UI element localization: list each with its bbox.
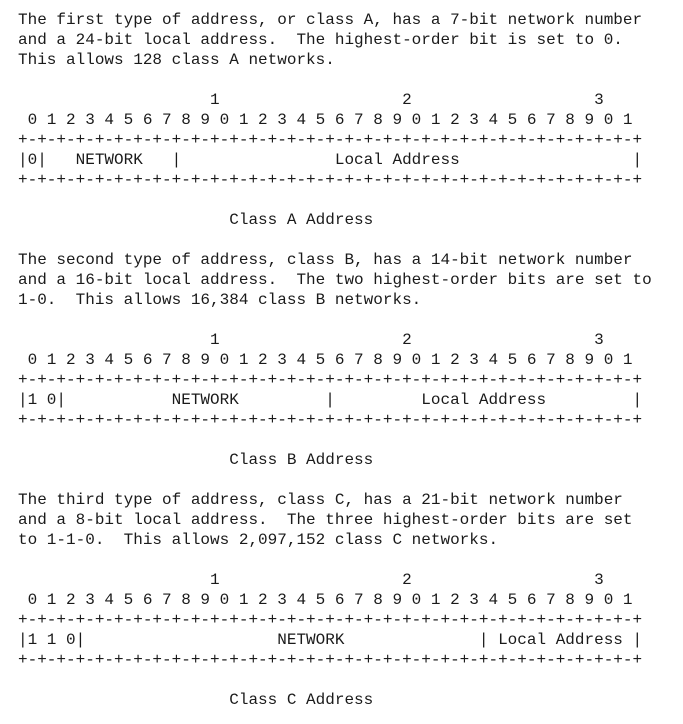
diagram-border-top: +-+-+-+-+-+-+-+-+-+-+-+-+-+-+-+-+-+-+-+-+-+-+-+-+-+-+-+-+-+-+-+-+ [18, 131, 643, 149]
class-c-section [18, 490, 678, 710]
diagram-border-bottom: +-+-+-+-+-+-+-+-+-+-+-+-+-+-+-+-+-+-+-+-+-+-+-+-+-+-+-+-+-+-+-+-+ [18, 411, 643, 429]
diagram-border-top: +-+-+-+-+-+-+-+-+-+-+-+-+-+-+-+-+-+-+-+-+-+-+-+-+-+-+-+-+-+-+-+-+ [18, 611, 643, 629]
paragraph-line: 1-0. This allows 16,384 class B networks. [18, 291, 422, 309]
diagram-border-bottom: +-+-+-+-+-+-+-+-+-+-+-+-+-+-+-+-+-+-+-+-+-+-+-+-+-+-+-+-+-+-+-+-+ [18, 171, 643, 189]
paragraph-line: The second type of address, class B, has a 14-bit network number [18, 251, 633, 269]
bit-tens-ruler: 1 2 3 [18, 91, 604, 109]
document-body [18, 10, 678, 710]
blank-line [18, 230, 678, 250]
blank-line [18, 70, 678, 90]
bit-tens-ruler: 1 2 3 [18, 571, 604, 589]
bit-index-ruler: 0 1 2 3 4 5 6 7 8 9 0 1 2 3 4 5 6 7 8 9 0 1 2 3 4 5 6 7 8 9 0 1 [18, 351, 633, 369]
blank-line [18, 190, 678, 210]
blank-line [18, 310, 678, 330]
blank-line [18, 470, 678, 490]
diagram-border-top: +-+-+-+-+-+-+-+-+-+-+-+-+-+-+-+-+-+-+-+-+-+-+-+-+-+-+-+-+-+-+-+-+ [18, 371, 643, 389]
diagram-caption: Class C Address [18, 691, 374, 709]
paragraph-line: The first type of address, or class A, has a 7-bit network number [18, 11, 643, 29]
paragraph-line: and a 16-bit local address. The two highest-order bits are set to [18, 271, 652, 289]
blank-line [18, 550, 678, 570]
paragraph-line: to 1-1-0. This allows 2,097,152 class C networks. [18, 531, 499, 549]
bit-tens-ruler: 1 2 3 [18, 331, 604, 349]
bit-index-ruler: 0 1 2 3 4 5 6 7 8 9 0 1 2 3 4 5 6 7 8 9 0 1 2 3 4 5 6 7 8 9 0 1 [18, 111, 633, 129]
bit-index-ruler: 0 1 2 3 4 5 6 7 8 9 0 1 2 3 4 5 6 7 8 9 0 1 2 3 4 5 6 7 8 9 0 1 [18, 591, 633, 609]
class-a-section [18, 10, 678, 250]
diagram-border-bottom: +-+-+-+-+-+-+-+-+-+-+-+-+-+-+-+-+-+-+-+-+-+-+-+-+-+-+-+-+-+-+-+-+ [18, 651, 643, 669]
diagram-fields: |0| NETWORK | Local Address | [18, 151, 643, 169]
paragraph-line: and a 8-bit local address. The three highest-order bits are set [18, 511, 633, 529]
paragraph-line: and a 24-bit local address. The highest-order bit is set to 0. [18, 31, 623, 49]
paragraph-line: This allows 128 class A networks. [18, 51, 335, 69]
paragraph-line: The third type of address, class C, has a 21-bit network number [18, 491, 623, 509]
blank-line [18, 670, 678, 690]
diagram-caption: Class A Address [18, 211, 374, 229]
diagram-fields: |1 1 0| NETWORK | Local Address | [18, 631, 643, 649]
diagram-caption: Class B Address [18, 451, 374, 469]
blank-line [18, 430, 678, 450]
class-b-section [18, 250, 678, 490]
diagram-fields: |1 0| NETWORK | Local Address | [18, 391, 643, 409]
